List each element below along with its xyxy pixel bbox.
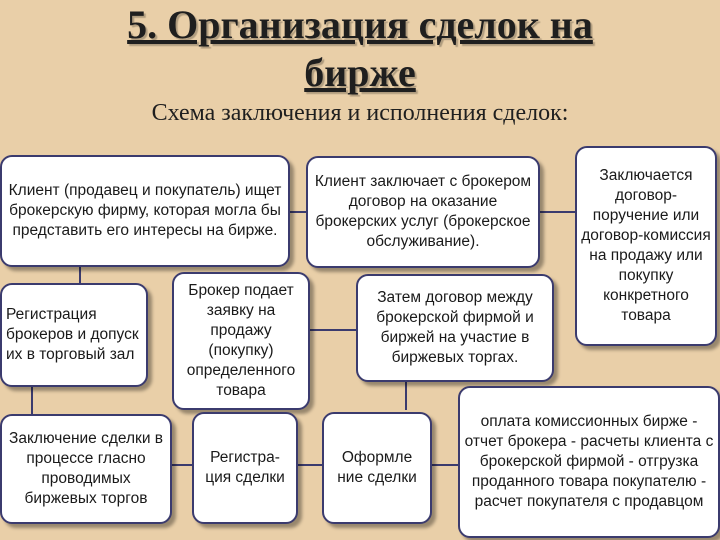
broker-request-text: Брокер подает заявку на продажу (покупку) определенного товара [186,282,296,399]
deal-conclusion-text: Заключение сделки в процессе гласно проводимых биржевых торгов [8,430,164,507]
exchange-contract-text: Затем договор между брокерской фирмой и биржей на участие в биржевых торгах. [376,289,534,366]
registration-brokers-text: Регистрация брокеров и допуск их в торговый зал [6,306,139,363]
deal-registration-text: Регистра-ция сделки [205,449,285,486]
commission-contract-text: Заключается договор-поручение или договор-комиссия на продажу или покупку конкретного товара [581,167,711,324]
deal-formalization-box [322,412,432,524]
commission-contract-box [575,146,717,346]
broker-request-box [172,272,310,410]
registration-brokers-box [0,283,148,387]
title-line-1: 5. Организация сделок на [127,2,593,47]
settlement-text: оплата комиссионных бирже - отчет брокера - расчеты клиента с брокерской фирмой - отгрузка проданного товара покупателю - расчет покупателя с продавцом [464,413,714,510]
client-search-box [0,155,290,267]
deal-formalization-text: Оформле ние сделки [337,449,417,486]
exchange-contract-box [356,274,554,382]
settlement-box [458,386,720,538]
title-line-2: бирже [304,50,416,95]
deal-registration-box [192,412,298,524]
deal-conclusion-box [0,414,172,524]
contract-client-box [306,156,540,268]
subtitle: Схема заключения и исполнения сделок: [151,100,569,126]
contract-client-text: Клиент заключает с брокером договор на оказание брокерских услуг (брокерское обслуживание). [314,173,532,250]
client-search-text: Клиент (продавец и покупатель) ищет брокерскую фирму, которая могла бы представить его интересы на бирже. [8,182,282,239]
